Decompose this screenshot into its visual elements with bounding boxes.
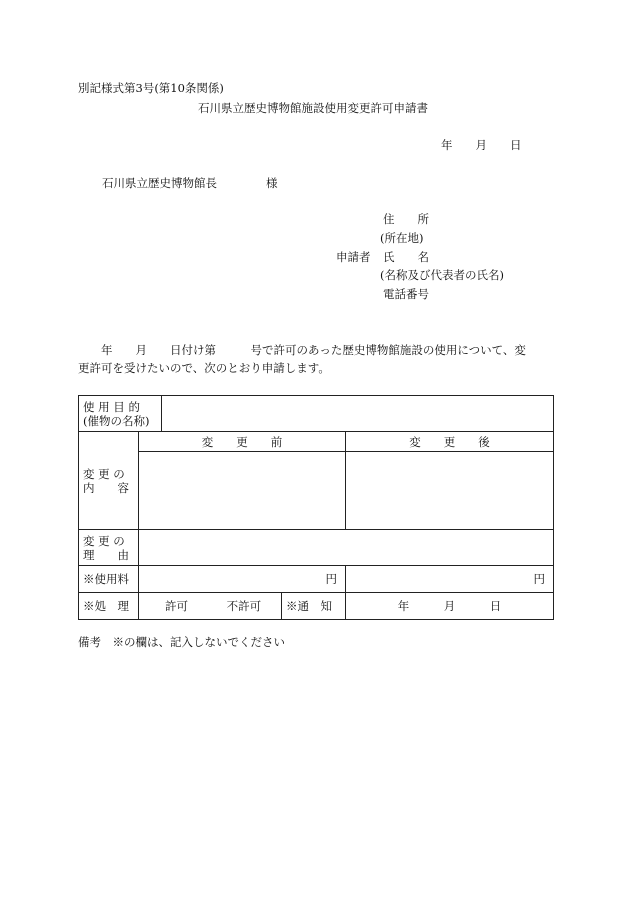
fee-before-unit[interactable]: 円	[139, 566, 346, 593]
address-label: 住 所	[383, 212, 429, 226]
honorific: 様	[266, 176, 278, 190]
change-content-label-cell	[79, 432, 139, 530]
reason-label-1: 変 更 の	[83, 533, 125, 548]
addressee: 石川県立歴史博物館長	[102, 176, 217, 190]
purpose-label-2: (催物の名称)	[83, 413, 150, 428]
process-label: ※処 理	[79, 593, 139, 620]
notice-label: ※通 知	[282, 593, 346, 620]
fee-after-unit[interactable]: 円	[346, 566, 554, 593]
purpose-label-1: 使 用 目 的	[83, 399, 140, 414]
name-label: 氏 名	[383, 250, 429, 264]
permit-option[interactable]: 許可	[165, 599, 188, 613]
date-line: 年 月 日	[441, 138, 522, 152]
form-number: 別記様式第3号(第10条関係)	[78, 81, 224, 95]
after-content-cell[interactable]	[346, 452, 554, 530]
name-sub-label: (名称及び代表者の氏名)	[380, 268, 504, 282]
purpose-label-cell	[79, 396, 162, 432]
change-content-label-2: 内 容	[83, 480, 129, 495]
change-content-row	[79, 452, 554, 530]
form-title: 石川県立歴史博物館施設使用変更許可申請書	[198, 101, 428, 115]
change-content-label-1: 変 更 の	[83, 466, 125, 481]
reason-value-cell[interactable]	[139, 530, 554, 566]
deny-option[interactable]: 不許可	[226, 599, 262, 613]
notice-date[interactable]: 年 月 日	[346, 593, 554, 620]
after-header: 変 更 後	[346, 432, 554, 452]
applicant-label: 申請者	[336, 250, 371, 264]
process-value-cell[interactable]	[139, 593, 282, 620]
body-text-line-2: 更許可を受けたいので、次のとおり申請します。	[78, 361, 330, 375]
address-sub-label: (所在地)	[380, 231, 424, 245]
body-text-line-1: 年 月 日付け第 号で許可のあった歴史博物館施設の使用について、変	[78, 343, 526, 357]
fee-row	[79, 566, 554, 593]
reason-label-2: 理 由	[83, 547, 129, 562]
reason-label-cell	[79, 530, 139, 566]
remarks-note: 備考 ※の欄は、記入しないでください	[78, 635, 285, 649]
before-content-cell[interactable]	[139, 452, 346, 530]
purpose-value-cell[interactable]	[162, 396, 554, 432]
change-header-row	[79, 432, 554, 452]
purpose-row	[79, 396, 554, 432]
phone-label: 電話番号	[383, 287, 429, 301]
before-header: 変 更 前	[139, 432, 346, 452]
fee-label: ※使用料	[79, 566, 139, 593]
application-table	[78, 395, 554, 620]
reason-row	[79, 530, 554, 566]
process-row	[79, 593, 554, 620]
